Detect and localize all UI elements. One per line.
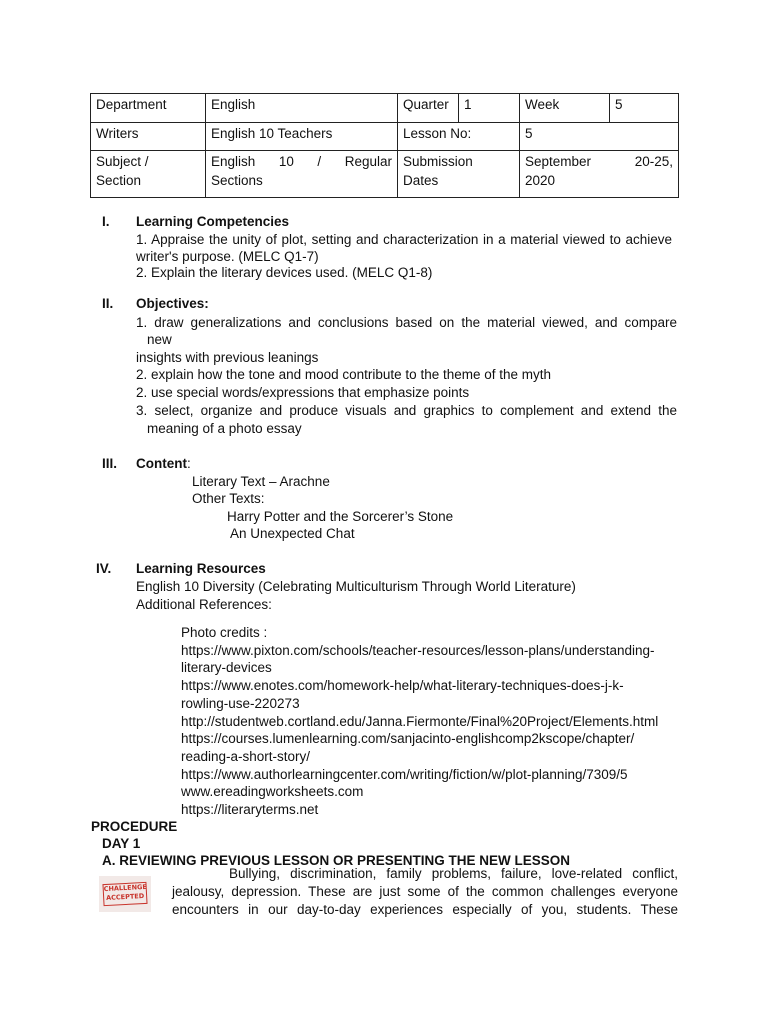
credit-line: literary-devices (181, 660, 272, 675)
subject-label-line: Subject / (96, 154, 149, 169)
section-title: Content (136, 456, 187, 471)
section-title-line (136, 455, 191, 472)
subject-label-line: Section (96, 173, 142, 188)
submission-value (520, 151, 679, 198)
subject-value-line: Sections (211, 173, 263, 188)
credit-line: http://studentweb.cortland.edu/Janna.Fiermonte/Final%20Project/Elements.html (181, 714, 659, 729)
list-item: English 10 Diversity (Celebrating Multiculturism Through World Literature) (136, 579, 576, 594)
procedure-subheading: A. REVIEWING PREVIOUS LESSON OR PRESENTING THE NEW LESSON (102, 853, 571, 868)
lesson-info-table (90, 93, 679, 198)
credit-line: www.ereadingworksheets.com (181, 784, 364, 799)
writers-label: Writers (91, 123, 206, 151)
credit-line: rowling-use-220273 (181, 696, 300, 711)
list-item: 1. draw generalizations and conclusions based on the material viewed, and compare (136, 315, 677, 330)
list-item: 1. Appraise the unity of plot, setting and characterization in a material viewed to achieve (136, 232, 672, 247)
section-number: III. (102, 456, 118, 471)
credit-line: Photo credits : (181, 625, 268, 640)
list-item: new (147, 332, 172, 347)
paragraph-line: encounters in our day-to-day experiences especially of you, students. These (172, 902, 678, 917)
section-number: II. (102, 296, 114, 311)
section-number: IV. (96, 561, 112, 576)
lesson-value: 5 (520, 123, 679, 151)
procedure-heading: PROCEDURE (91, 819, 178, 834)
department-label: Department (91, 94, 206, 123)
list-item: An Unexpected Chat (230, 526, 355, 541)
submission-value-line: September 20-25, (525, 154, 673, 169)
table-row (91, 94, 679, 123)
department-value: English (206, 94, 398, 123)
submission-value-line: 2020 (525, 173, 556, 188)
writers-value: English 10 Teachers (206, 123, 398, 151)
section-title: Learning Competencies (136, 214, 290, 229)
lesson-label: Lesson No: (398, 123, 520, 151)
credit-line: https://www.authorlearningcenter.com/writing/fiction/w/plot-planning/7309/5 (181, 767, 628, 782)
list-item: meaning of a photo essay (147, 421, 302, 436)
list-item: 3. select, organize and produce visuals and graphics to complement and extend the (136, 403, 677, 418)
list-item: Literary Text – Arachne (192, 474, 330, 489)
stamp-text: CHALLENGE ACCEPTED (102, 882, 147, 906)
credit-line: https://courses.lumenlearning.com/sanjacinto-englishcomp2kscope/chapter/ (181, 731, 635, 746)
credit-line: reading-a-short-story/ (181, 749, 311, 764)
section-title: Learning Resources (136, 561, 266, 576)
quarter-value: 1 (459, 94, 520, 123)
table-row (91, 123, 679, 151)
list-item: 2. use special words/expressions that emphasize points (136, 385, 470, 400)
challenge-accepted-stamp (99, 876, 151, 912)
list-item: Harry Potter and the Sorcerer’s Stone (227, 509, 454, 524)
credit-line: https://www.pixton.com/schools/teacher-resources/lesson-plans/understanding- (181, 643, 655, 658)
week-value: 5 (610, 94, 679, 123)
list-item: Other Texts: (192, 491, 265, 506)
list-item: writer's purpose. (MELC Q1-7) (136, 249, 319, 264)
table-row (91, 151, 679, 198)
submission-label-line: Submission (403, 154, 473, 169)
list-item: insights with previous leanings (136, 350, 319, 365)
credit-line: https://literaryterms.net (181, 802, 319, 817)
subject-label (91, 151, 206, 198)
section-title-suffix: : (187, 456, 191, 471)
section-title: Objectives: (136, 296, 209, 311)
list-item: 2. Explain the literary devices used. (MELC Q1-8) (136, 265, 433, 280)
submission-label-line: Dates (403, 173, 439, 188)
credit-line: https://www.enotes.com/homework-help/what-literary-techniques-does-j-k- (181, 678, 624, 693)
list-item: 2. explain how the tone and mood contribute to the theme of the myth (136, 367, 552, 382)
subject-value (206, 151, 398, 198)
submission-label (398, 151, 520, 198)
quarter-label: Quarter (398, 94, 459, 123)
week-label: Week (520, 94, 610, 123)
list-item: Additional References: (136, 597, 272, 612)
subject-value-line: English 10 / Regular (211, 154, 392, 169)
day-heading: DAY 1 (102, 836, 141, 851)
paragraph-line: jealousy, depression. These are just some of the common challenges everyone (172, 884, 678, 899)
paragraph-line: Bullying, discrimination, family problems, failure, love-related conflict, (229, 866, 678, 881)
section-number: I. (102, 214, 110, 229)
